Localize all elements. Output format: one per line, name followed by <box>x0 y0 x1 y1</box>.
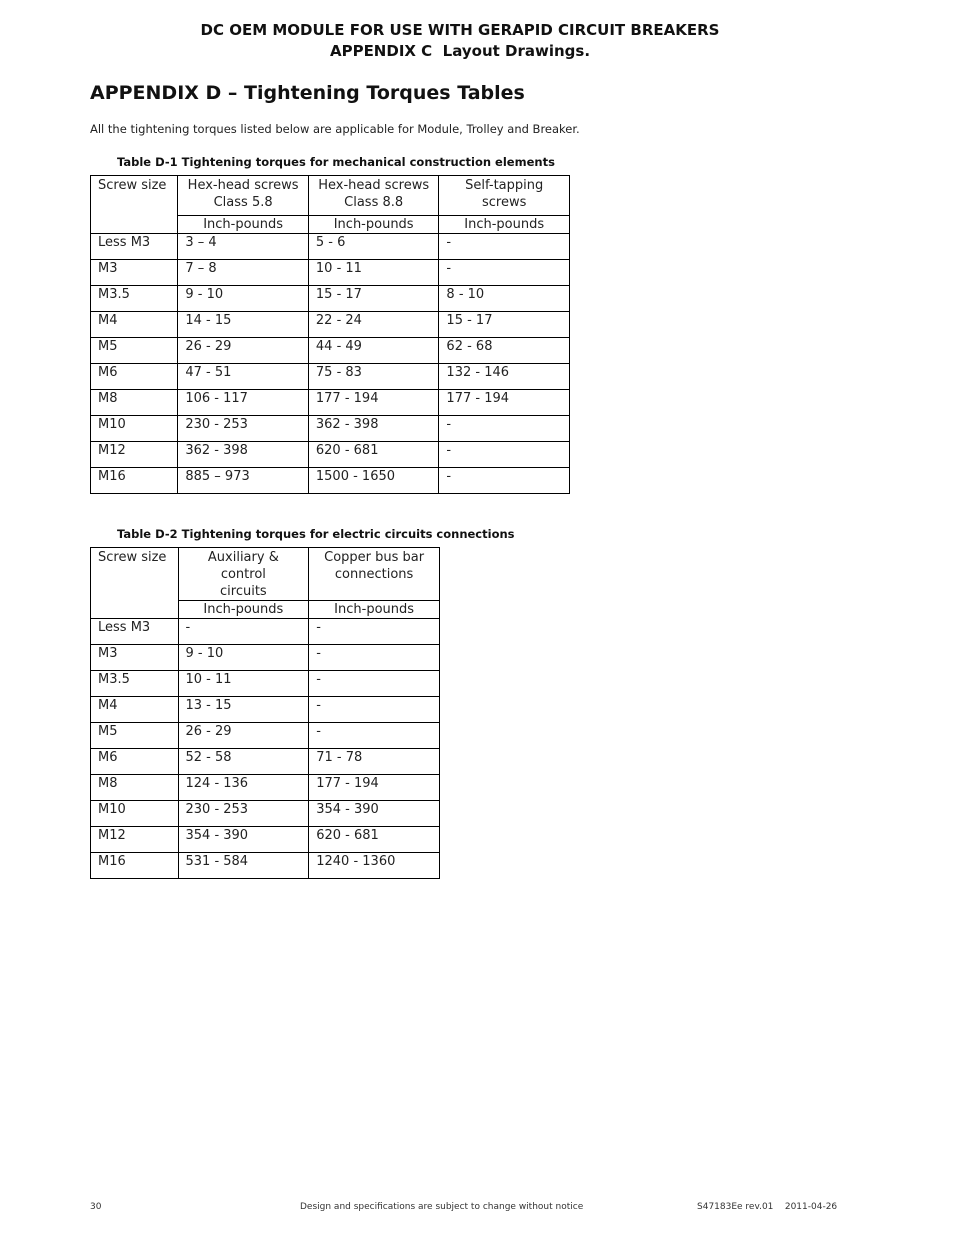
table-row <box>91 468 570 494</box>
screw-size-cell: M3 <box>91 260 178 286</box>
torque-value-cell: - <box>309 723 440 749</box>
screw-size-cell: M4 <box>91 312 178 338</box>
torque-value-cell: 22 - 24 <box>308 312 439 338</box>
table-header-row <box>91 548 440 601</box>
torque-value-cell: 177 - 194 <box>439 390 570 416</box>
torque-value-cell: 620 - 681 <box>309 827 440 853</box>
torque-value-cell: - <box>439 234 570 260</box>
screw-size-cell: Less M3 <box>91 234 178 260</box>
table-row <box>91 286 570 312</box>
torque-value-cell: - <box>309 619 440 645</box>
table-row <box>91 723 440 749</box>
table-row <box>91 364 570 390</box>
torque-value-cell: 5 - 6 <box>308 234 439 260</box>
screw-size-cell: M10 <box>91 416 178 442</box>
torque-value-cell: 531 - 584 <box>178 853 309 879</box>
torque-value-cell: 44 - 49 <box>308 338 439 364</box>
table-row <box>91 645 440 671</box>
screw-size-cell: M4 <box>91 697 179 723</box>
screw-size-cell: M12 <box>91 827 179 853</box>
torque-value-cell: - <box>178 619 309 645</box>
screw-size-cell: M3.5 <box>91 286 178 312</box>
torque-value-cell: 10 - 11 <box>308 260 439 286</box>
torque-value-cell: 885 – 973 <box>178 468 309 494</box>
page-title: APPENDIX D – Tightening Torques Tables <box>90 82 525 104</box>
torque-value-cell: 8 - 10 <box>439 286 570 312</box>
column-header-line: Self-tapping <box>465 178 544 193</box>
screw-size-cell: M8 <box>91 775 179 801</box>
table-row <box>91 801 440 827</box>
torque-value-cell: 15 - 17 <box>308 286 439 312</box>
column-header-line: screws <box>482 195 527 210</box>
unit-cell: Inch-pounds <box>308 216 439 234</box>
unit-cell: Inch-pounds <box>439 216 570 234</box>
torque-value-cell: 177 - 194 <box>308 390 439 416</box>
table-row <box>91 416 570 442</box>
table-row <box>91 697 440 723</box>
column-header <box>309 548 440 601</box>
torque-value-cell: 3 – 4 <box>178 234 309 260</box>
torque-value-cell: 10 - 11 <box>178 671 309 697</box>
column-header <box>308 176 439 216</box>
torque-value-cell: - <box>439 416 570 442</box>
screw-size-cell: M10 <box>91 801 179 827</box>
table-row <box>91 827 440 853</box>
torque-value-cell: - <box>439 260 570 286</box>
torque-value-cell: - <box>309 671 440 697</box>
torque-table-mechanical <box>90 175 570 494</box>
torque-value-cell: 62 - 68 <box>439 338 570 364</box>
torque-value-cell: 230 - 253 <box>178 416 309 442</box>
table-row <box>91 390 570 416</box>
column-header-line: Copper bus bar <box>324 550 425 565</box>
footer-notice: Design and specifications are subject to change without notice <box>300 1202 584 1212</box>
unit-cell: Inch-pounds <box>178 601 309 619</box>
torque-value-cell: 132 - 146 <box>439 364 570 390</box>
torque-value-cell: 47 - 51 <box>178 364 309 390</box>
torque-value-cell: 230 - 253 <box>178 801 309 827</box>
torque-value-cell: 177 - 194 <box>309 775 440 801</box>
torque-value-cell: 14 - 15 <box>178 312 309 338</box>
page-number: 30 <box>90 1202 102 1212</box>
header-line-2: APPENDIX C Layout Drawings. <box>329 42 591 60</box>
torque-value-cell: 9 - 10 <box>178 286 309 312</box>
table-d1-caption: Table D-1 Tightening torques for mechanical construction elements <box>117 155 555 169</box>
table-row <box>91 338 570 364</box>
table-body <box>91 234 570 494</box>
screw-size-header: Screw size <box>91 176 178 234</box>
torque-value-cell: 620 - 681 <box>308 442 439 468</box>
table-row <box>91 775 440 801</box>
screw-size-cell: M5 <box>91 723 179 749</box>
table-row <box>91 234 570 260</box>
column-header-line: Hex-head screws <box>318 178 430 193</box>
document-reference: S47183Ee rev.01 2011-04-26 <box>697 1202 838 1212</box>
document-header <box>0 20 920 62</box>
torque-value-cell: 362 - 398 <box>308 416 439 442</box>
table-row <box>91 749 440 775</box>
column-header-line: Class 5.8 <box>213 195 273 210</box>
unit-cell: Inch-pounds <box>309 601 440 619</box>
torque-value-cell: 354 - 390 <box>309 801 440 827</box>
column-header-line: Class 8.8 <box>344 195 404 210</box>
table-row <box>91 853 440 879</box>
torque-value-cell: 1500 - 1650 <box>308 468 439 494</box>
screw-size-cell: M12 <box>91 442 178 468</box>
column-header-line: Auxiliary & control <box>207 550 279 582</box>
torque-value-cell: 15 - 17 <box>439 312 570 338</box>
torque-value-cell: - <box>439 442 570 468</box>
unit-cell: Inch-pounds <box>178 216 309 234</box>
torque-value-cell: 13 - 15 <box>178 697 309 723</box>
torque-value-cell: 124 - 136 <box>178 775 309 801</box>
table-row <box>91 442 570 468</box>
column-header-line: connections <box>334 567 414 582</box>
torque-table-electric <box>90 547 440 879</box>
torque-value-cell: 52 - 58 <box>178 749 309 775</box>
screw-size-cell: M6 <box>91 364 178 390</box>
header-line-1: DC OEM MODULE FOR USE WITH GERAPID CIRCUIT BREAKERS <box>200 21 720 39</box>
torque-value-cell: 75 - 83 <box>308 364 439 390</box>
screw-size-cell: M16 <box>91 468 178 494</box>
torque-value-cell: 7 – 8 <box>178 260 309 286</box>
column-header-line: Hex-head screws <box>187 178 299 193</box>
screw-size-cell: M6 <box>91 749 179 775</box>
table-header-row <box>91 176 570 216</box>
screw-size-cell: Less M3 <box>91 619 179 645</box>
screw-size-cell: M8 <box>91 390 178 416</box>
torque-value-cell: - <box>309 645 440 671</box>
screw-size-header: Screw size <box>91 548 179 619</box>
table-row <box>91 312 570 338</box>
torque-value-cell: - <box>439 468 570 494</box>
column-header <box>178 176 309 216</box>
torque-value-cell: 9 - 10 <box>178 645 309 671</box>
torque-value-cell: 26 - 29 <box>178 723 309 749</box>
torque-value-cell: 26 - 29 <box>178 338 309 364</box>
column-header-line: circuits <box>220 584 267 599</box>
intro-paragraph: All the tightening torques listed below are applicable for Module, Trolley and Breaker. <box>90 122 580 136</box>
torque-value-cell: - <box>309 697 440 723</box>
torque-value-cell: 106 - 117 <box>178 390 309 416</box>
table-d2-caption: Table D-2 Tightening torques for electric circuits connections <box>117 527 515 541</box>
table-row <box>91 260 570 286</box>
table-row <box>91 671 440 697</box>
column-header <box>178 548 309 601</box>
screw-size-cell: M5 <box>91 338 178 364</box>
screw-size-cell: M3.5 <box>91 671 179 697</box>
screw-size-cell: M16 <box>91 853 179 879</box>
column-header <box>439 176 570 216</box>
screw-size-cell: M3 <box>91 645 179 671</box>
torque-value-cell: 71 - 78 <box>309 749 440 775</box>
torque-value-cell: 362 - 398 <box>178 442 309 468</box>
torque-value-cell: 1240 - 1360 <box>309 853 440 879</box>
torque-value-cell: 354 - 390 <box>178 827 309 853</box>
table-body <box>91 619 440 879</box>
table-row <box>91 619 440 645</box>
